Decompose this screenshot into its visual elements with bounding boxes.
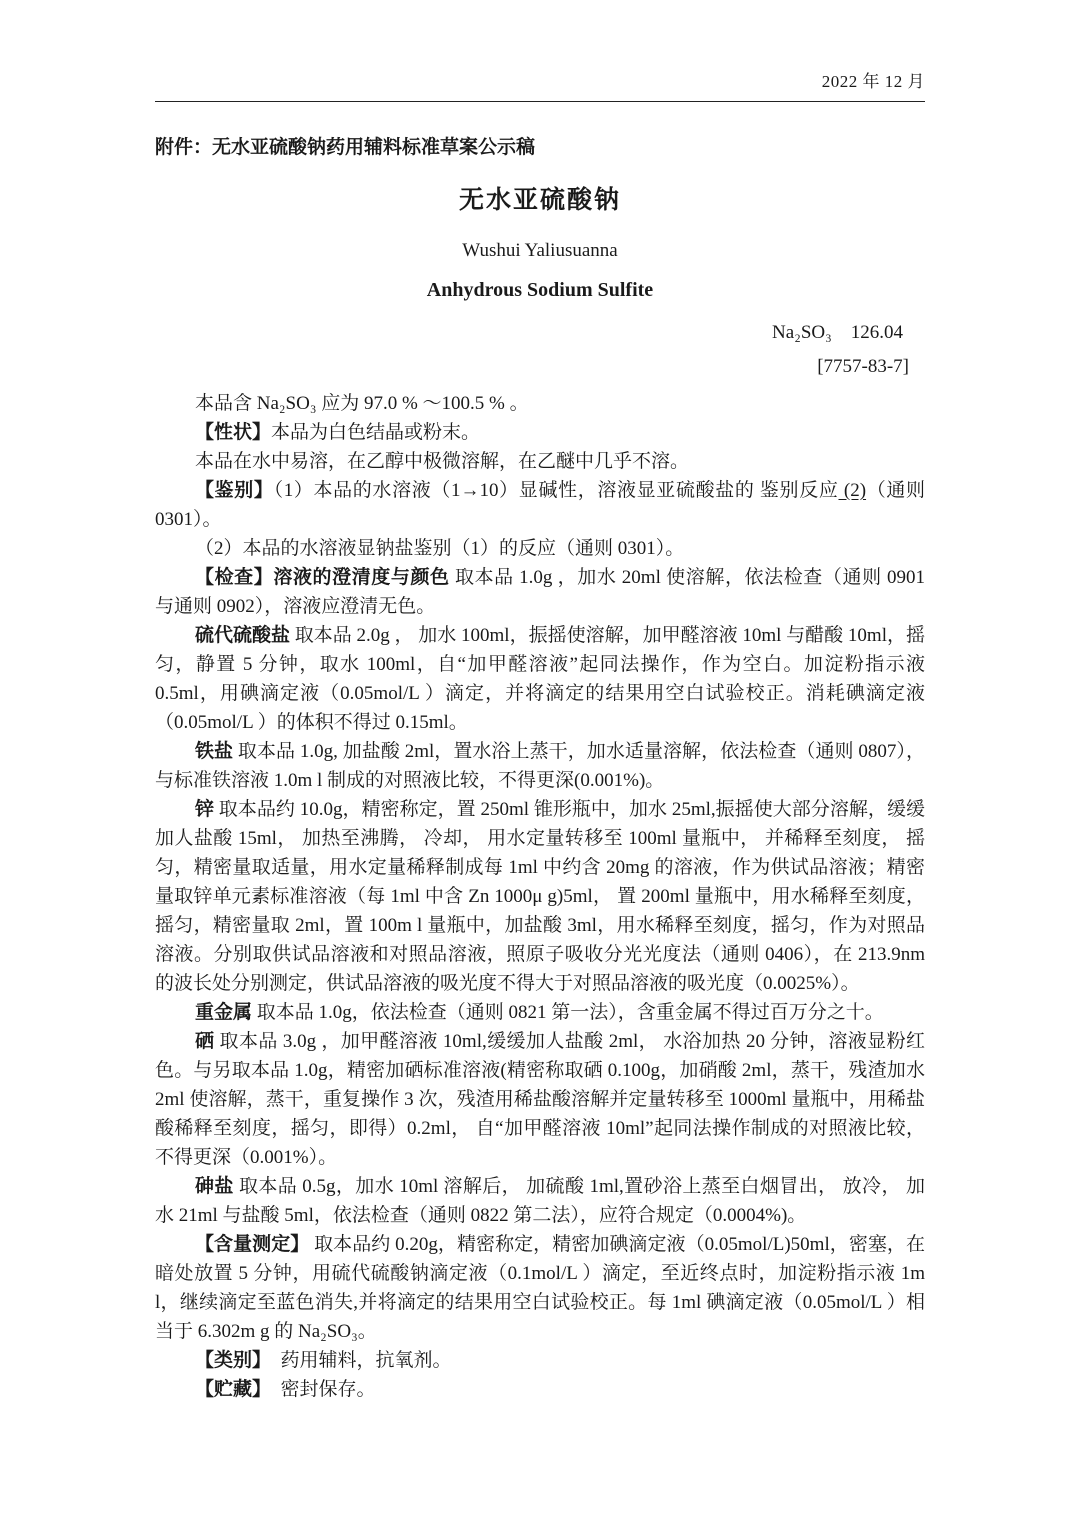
term-bold: 硫代硫酸盐 <box>195 625 291 646</box>
text-segment: 药用辅料，抗氧剂。 <box>261 1350 452 1371</box>
body-paragraph <box>155 389 925 418</box>
body-paragraph <box>155 418 925 447</box>
body-paragraph <box>155 1172 925 1230</box>
term-bold: 砷盐 <box>195 1176 234 1197</box>
text-segment: 取本品 0.5g，加水 10ml 溶解后， 加硫酸 1ml,置砂浴上蒸至白烟冒出， 放冷， 加水 21ml 与盐酸 5ml，依法检查（通则 0822 第二法），应符合规定（0.0004%)。 <box>155 1176 925 1226</box>
body-paragraph <box>155 998 925 1027</box>
text-segment: 取本品约 10.0g，精密称定，置 250ml 锥形瓶中，加水 25ml,振摇使大部分溶解，缓缓加人盐酸 15ml， 加热至沸腾， 冷却， 用水定量转移至 100ml 量瓶中， 并稀释至刻度， 摇匀，精密量取适量，用水定量稀释制成每 1ml 中约含 20mg 的溶液，作为供试品溶液；精密量取锌单元素标准溶液（每 1ml 中含 Zn 1000μ g)5ml， 置 200ml 量瓶中，用水稀释至刻度，摇匀，精密量取 2ml，置 100m l 量瓶中，加盐酸 3ml，用水稀释至刻度，摇匀，作为对照品溶液。分别取供试品溶液和对照品溶液，照原子吸收分光光度法（通则 0406），在 213.9nm 的波长处分别测定，供试品溶液的吸光度不得大于对照品溶液的吸光度（0.0025%）。 <box>155 799 925 994</box>
title-pinyin: Wushui Yaliusuanna <box>462 240 618 261</box>
text-segment: 取本品 3.0g ，加甲醛溶液 10ml,缓缓加人盐酸 2ml， 水浴加热 20 分钟，溶液显粉红色。与另取本品 1.0g，精密加硒标准溶液(精密称取硒 0.100g，加硝酸 2ml，蒸干，残渣加水 2ml 使溶解，蒸干，重复操作 3 次，残渣用稀盐酸溶解并定量转移至 1000ml 量瓶中，用稀盐酸稀释至刻度，摇匀，即得）0.2ml， 自“加甲醛溶液 10ml”起同法操作制成的对照液比较，不得更深（0.001%）。 <box>155 1031 925 1168</box>
term-bold: 【性状】 <box>195 422 272 443</box>
term-bold: 【检查】溶液的澄清度与颜色 <box>195 567 450 588</box>
document-body <box>155 389 925 1404</box>
text-segment: 本品在水中易溶，在乙醇中极微溶解，在乙醚中几乎不溶。 <box>195 451 690 472</box>
title-chinese: 无水亚硫酸钠 <box>458 187 621 214</box>
text-segment: 取本品 1.0g，依法检查（通则 0821 第一法），含重金属不得过百万分之十。 <box>252 1002 884 1023</box>
cas-number: [7757-83-7] <box>817 356 909 377</box>
body-paragraph <box>155 447 925 476</box>
term-bold: 【鉴别】 <box>195 480 274 501</box>
body-paragraph <box>155 1375 925 1404</box>
ref-underlined: (2) <box>838 480 867 501</box>
body-paragraph <box>155 1346 925 1375</box>
text-segment: （2）本品的水溶液显钠盐鉴别（1）的反应（通则 0301）。 <box>195 538 685 559</box>
body-paragraph <box>155 1027 925 1172</box>
header-date: 2022 年 12 月 <box>821 72 925 91</box>
body-paragraph <box>155 476 925 534</box>
text-segment: 本品含 Na₂SO₃ 应为 97.0 % ～100.5 % 。 <box>195 393 529 414</box>
term-bold: 【贮藏】 <box>195 1379 262 1400</box>
text-segment: 本品为白色结晶或粉末。 <box>271 422 481 443</box>
text-segment: （1）本品的水溶液（1→10）显碱性，溶液显亚硫酸盐的 鉴别反应 <box>273 480 839 501</box>
text-segment: 取本品约 0.20g，精密称定，精密加碘滴定液（0.05mol/L)50ml，密塞，在暗处放置 5 分钟，用硫代硫酸钠滴定液（0.1mol/L ）滴定，至近终点时，加淀粉指示液 1m l，继续滴定至蓝色消失,并将滴定的结果用空白试验校正。每 1ml 碘滴定液（0.05mol/L ）相当于 6.302m g 的 Na₂SO₃。 <box>155 1234 925 1342</box>
term-bold: 【类别】 <box>195 1350 262 1371</box>
attachment-title: 附件：无水亚硫酸钠药用辅料标准草案公示稿 <box>155 137 536 158</box>
body-paragraph <box>155 621 925 737</box>
text-segment: 密封保存。 <box>261 1379 376 1400</box>
body-paragraph <box>155 795 925 998</box>
body-paragraph <box>155 1230 925 1346</box>
body-paragraph <box>155 563 925 621</box>
text-segment: 取本品 2.0g ， 加水 100ml，振摇使溶解，加甲醛溶液 10ml 与醋酸 10ml，摇匀，静置 5 分钟，取水 100ml，自“加甲醛溶液”起同法操作，作为空白。加淀粉指示液 0.5ml，用碘滴定液（0.05mol/L ）滴定，并将滴定的结果用空白试验校正。消耗碘滴定液（0.05mol/L ）的体积不得过 0.15ml。 <box>155 625 925 733</box>
header-rule <box>155 101 925 102</box>
text-segment: 取本品 1.0g ，加水 20ml 使溶解，依法检查（通则 0901 与通则 0902），溶液应澄清无色。 <box>155 567 925 617</box>
term-bold: 重金属 <box>195 1002 253 1023</box>
term-bold: 硒 <box>195 1031 215 1052</box>
body-paragraph <box>155 534 925 563</box>
chemical-formula: Na₂SO₃ 126.04 <box>772 322 903 343</box>
title-english: Anhydrous Sodium Sulfite <box>426 279 654 301</box>
term-bold: 铁盐 <box>195 741 234 762</box>
term-bold: 【含量测定】 <box>195 1234 310 1255</box>
text-segment: 取本品 1.0g, 加盐酸 2ml，置水浴上蒸干，加水适量溶解，依法检查（通则 0807），与标准铁溶液 1.0m l 制成的对照液比较，不得更深(0.001%)。 <box>155 741 925 791</box>
body-paragraph <box>155 737 925 795</box>
term-bold: 锌 <box>195 799 215 820</box>
text-segment: （通则 0301）。 <box>155 480 925 530</box>
